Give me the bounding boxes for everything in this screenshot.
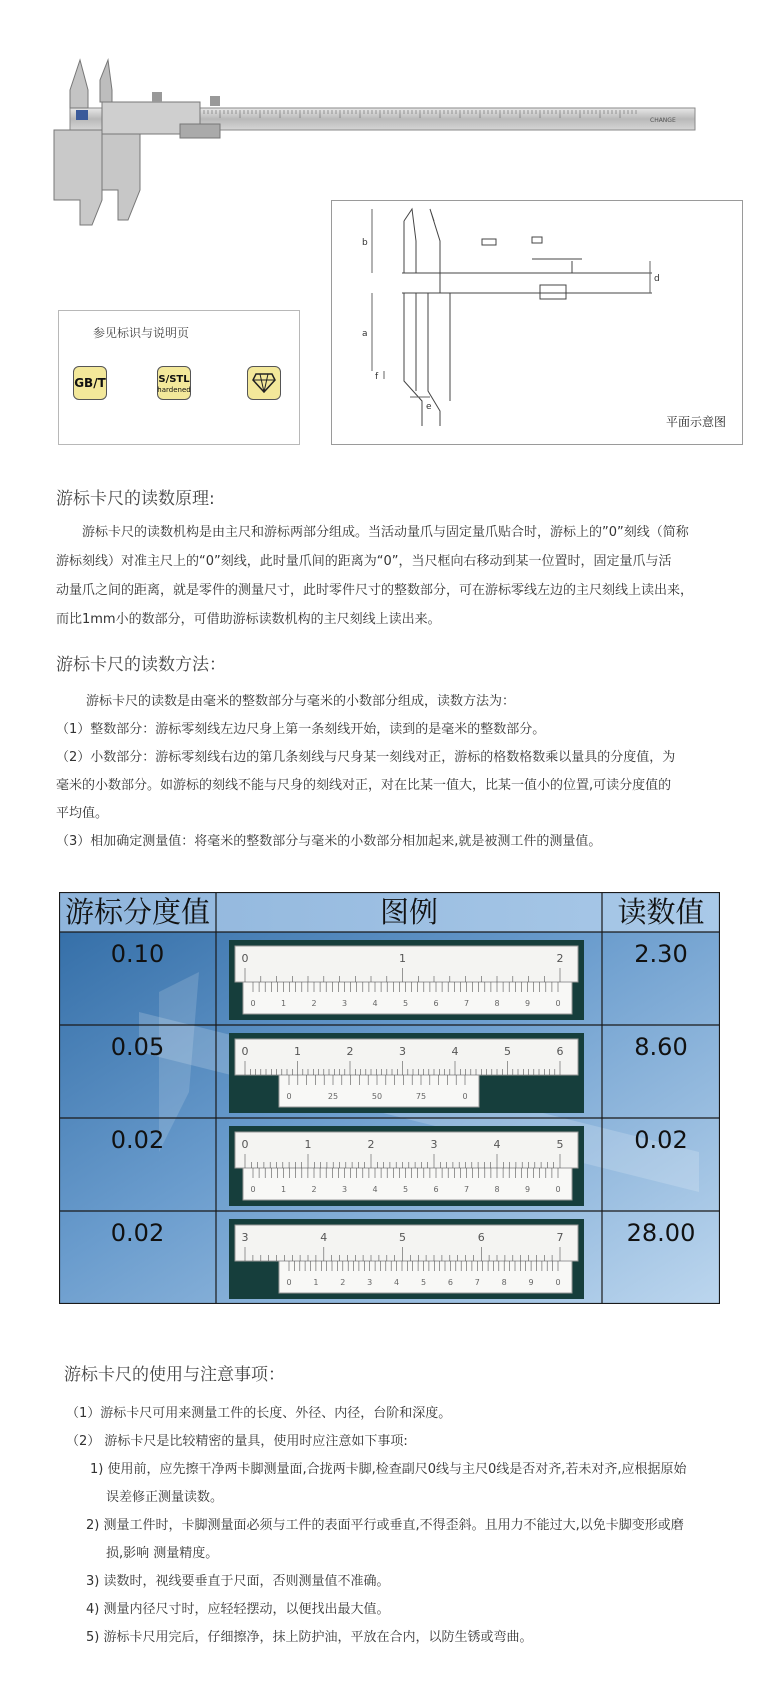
row-4-division: 0.02 bbox=[110, 1219, 165, 1247]
main-scale-label: 1 bbox=[399, 952, 406, 965]
main-scale-label: 5 bbox=[504, 1045, 511, 1058]
usage-heading: 游标卡尺的使用与注意事项： bbox=[64, 1365, 285, 1385]
vernier-scale-label: 1 bbox=[313, 1278, 319, 1287]
vernier-scale-label: 8 bbox=[494, 999, 500, 1008]
vernier-scale-label: 0 bbox=[250, 999, 256, 1008]
vernier-scale-label: 0 bbox=[555, 999, 561, 1008]
vernier-scale-label: 3 bbox=[367, 1278, 373, 1287]
main-scale-label: 4 bbox=[320, 1231, 328, 1244]
scale-illustration-1 bbox=[229, 940, 584, 1020]
vernier-scale-label: 5 bbox=[420, 1278, 427, 1287]
gbt-badge-label: GB/T bbox=[74, 375, 106, 390]
dim-e: e bbox=[426, 402, 432, 412]
vernier-scale-label: 4 bbox=[372, 1185, 378, 1194]
vernier-scale-label: 0 bbox=[286, 1278, 292, 1287]
vernier-scale-label: 8 bbox=[494, 1185, 500, 1194]
gbt-badge bbox=[73, 366, 107, 400]
dim-a: a bbox=[362, 329, 368, 339]
usage-line-9: 5) 游标卡尺用完后，仔细擦净，抹上防护油，平放在合内，以防生锈或弯曲。 bbox=[86, 1630, 533, 1645]
principle-line-3: 动量爪之间的距离，就是零件的测量尺寸，此时零件尺寸的整数部分，可在游标零线左边的主尺刻线上读出来， bbox=[56, 583, 694, 598]
principle-line-2: 游标刻线）对准主尺上的“0”刻线，此时量爪间的距离为“0”，当尺框向右移动到某一位置时，固定量爪与活 bbox=[56, 554, 672, 569]
main-scale-label: 6 bbox=[556, 1045, 564, 1058]
scale-illustration-2 bbox=[229, 1033, 584, 1113]
main-scale-label: 5 bbox=[399, 1231, 406, 1244]
main-scale-label: 3 bbox=[241, 1231, 249, 1244]
vernier-scale-label: 75 bbox=[415, 1092, 427, 1101]
vernier-scale-label: 2 bbox=[311, 1185, 317, 1194]
vernier-scale-label: 7 bbox=[463, 999, 470, 1008]
usage-line-1: （1）游标卡尺可用来测量工件的长度、外径、内径，台阶和深度。 bbox=[66, 1406, 452, 1421]
main-scale-label: 4 bbox=[493, 1138, 501, 1151]
main-scale-label: 4 bbox=[451, 1045, 459, 1058]
vernier-scale-label: 0 bbox=[555, 1185, 561, 1194]
row-2-division: 0.05 bbox=[110, 1033, 165, 1061]
vernier-scale-label: 0 bbox=[462, 1092, 468, 1101]
vernier-scale-label: 1 bbox=[280, 999, 287, 1008]
vernier-scale-label: 1 bbox=[280, 1185, 287, 1194]
vernier-scale-label: 5 bbox=[402, 999, 409, 1008]
row-3-reading: 0.02 bbox=[634, 1126, 688, 1154]
vernier-scale-label: 3 bbox=[341, 999, 348, 1008]
usage-line-7: 3) 读数时，视线要垂直于尺面，否则测量值不准确。 bbox=[86, 1574, 390, 1589]
vernier-scale-label: 50 bbox=[371, 1092, 383, 1101]
method-line-6: （3）相加确定测量值：将毫米的整数部分与毫米的小数部分相加起来,就是被测工件的测量值。 bbox=[56, 834, 602, 849]
main-scale-label: 2 bbox=[346, 1045, 354, 1058]
row-1-division: 0.10 bbox=[110, 940, 165, 968]
main-scale-label: 7 bbox=[556, 1231, 564, 1244]
usage-line-2: （2） 游标卡尺是比较精密的量具，使用时应注意如下事项: bbox=[66, 1434, 408, 1449]
header-illustration: 图例 bbox=[379, 895, 438, 929]
main-scale-label: 0 bbox=[241, 952, 249, 965]
schematic-caption: 平面示意图 bbox=[665, 415, 726, 429]
main-scale-label: 2 bbox=[367, 1138, 375, 1151]
header-reading: 读数值 bbox=[617, 895, 705, 929]
stl-badge-label: S/STL bbox=[158, 373, 190, 385]
row-4-reading: 28.00 bbox=[626, 1219, 696, 1247]
header-division: 游标分度值 bbox=[64, 895, 210, 929]
dim-b: b bbox=[362, 238, 368, 248]
vernier-scale-label: 6 bbox=[433, 1185, 439, 1194]
main-scale-label: 6 bbox=[477, 1231, 485, 1244]
diamond-badge bbox=[247, 366, 281, 400]
usage-line-4: 误差修正测量读数。 bbox=[106, 1490, 224, 1505]
vernier-scale-label: 6 bbox=[447, 1278, 453, 1287]
vernier-scale-label: 4 bbox=[394, 1278, 400, 1287]
vernier-scale-label: 4 bbox=[372, 999, 378, 1008]
brand-mark: CHANGE bbox=[650, 117, 676, 124]
method-line-5: 平均值。 bbox=[56, 806, 109, 821]
row-3-division: 0.02 bbox=[110, 1126, 165, 1154]
vernier-scale-label: 2 bbox=[311, 999, 317, 1008]
method-line-4: 毫米的小数部分。如游标的刻线不能与尺身的刻线对正，对在比某一值大，比某一值小的位置,可读分度值的 bbox=[56, 778, 672, 793]
main-scale-label: 1 bbox=[304, 1138, 312, 1151]
main-scale-label: 3 bbox=[399, 1045, 406, 1058]
schematic-diagram bbox=[331, 200, 743, 445]
main-scale-label: 5 bbox=[556, 1138, 564, 1151]
method-line-3: （2）小数部分：游标零刻线右边的第几条刻线与尺身某一刻线对正，游标的格数格数乘以量具的分度值，为 bbox=[56, 750, 676, 765]
badges-caption: 参见标识与说明页 bbox=[93, 326, 190, 340]
vernier-scale-label: 0 bbox=[286, 1092, 292, 1101]
method-heading: 游标卡尺的读数方法： bbox=[56, 655, 226, 675]
vernier-scale-label: 9 bbox=[528, 1278, 534, 1287]
usage-line-5: 2) 测量工件时，卡脚测量面必须与工件的表面平行或垂直,不得歪斜。且用力不能过大,以免卡脚变形或磨 bbox=[86, 1518, 684, 1533]
vernier-scale-label: 2 bbox=[340, 1278, 346, 1287]
main-scale-label: 0 bbox=[241, 1138, 249, 1151]
stainless-hardened-badge bbox=[157, 366, 191, 400]
main-scale-label: 2 bbox=[556, 952, 564, 965]
main-scale-label: 0 bbox=[241, 1045, 249, 1058]
stl-badge-sub: hardened bbox=[157, 385, 191, 394]
row-1-reading: 2.30 bbox=[634, 940, 688, 968]
principle-line-4: 而比1mm小的数部分，可借助游标读数机构的主尺刻线上读出来。 bbox=[56, 612, 441, 627]
scale-illustration-4 bbox=[229, 1219, 584, 1299]
vernier-scale-label: 5 bbox=[402, 1185, 409, 1194]
usage-line-8: 4) 测量内径尺寸时，应轻轻摆动，以便找出最大值。 bbox=[86, 1602, 390, 1617]
vernier-scale-label: 8 bbox=[501, 1278, 507, 1287]
method-line-2: （1）整数部分：游标零刻线左边尺身上第一条刻线开始，读到的是毫米的整数部分。 bbox=[56, 722, 546, 737]
principle-line-1: 游标卡尺的读数机构是由主尺和游标两部分组成。当活动量爪与固定量爪贴合时，游标上的”0”刻线（简称 bbox=[82, 525, 689, 540]
vernier-scale-label: 7 bbox=[463, 1185, 470, 1194]
dim-f: f bbox=[375, 372, 379, 382]
vernier-scale-label: 7 bbox=[474, 1278, 480, 1287]
row-2-reading: 8.60 bbox=[634, 1033, 688, 1061]
vernier-scale-label: 0 bbox=[555, 1278, 561, 1287]
dim-d: d bbox=[654, 274, 660, 284]
vernier-scale-label: 9 bbox=[524, 1185, 531, 1194]
scale-illustration-3 bbox=[229, 1126, 584, 1206]
method-line-1: 游标卡尺的读数是由毫米的整数部分与毫米的小数部分组成，读数方法为： bbox=[86, 694, 516, 709]
vernier-scale-label: 3 bbox=[341, 1185, 348, 1194]
marking-badges-box bbox=[58, 310, 300, 445]
usage-line-3: 1) 使用前，应先擦干净两卡脚测量面,合拢两卡脚,检查副尺0线与主尺0线是否对齐,若未对齐,应根据原始 bbox=[90, 1462, 687, 1477]
vernier-scale-label: 0 bbox=[250, 1185, 256, 1194]
vernier-scale-label: 6 bbox=[433, 999, 439, 1008]
usage-line-6: 损,影响 测量精度。 bbox=[106, 1546, 219, 1561]
principle-heading: 游标卡尺的读数原理: bbox=[56, 489, 215, 509]
vernier-scale-label: 9 bbox=[524, 999, 531, 1008]
main-scale-label: 3 bbox=[430, 1138, 438, 1151]
diamond-icon bbox=[252, 372, 276, 394]
vernier-scale-label: 25 bbox=[327, 1092, 339, 1101]
reading-examples-table bbox=[59, 892, 720, 1304]
main-scale-label: 1 bbox=[294, 1045, 301, 1058]
